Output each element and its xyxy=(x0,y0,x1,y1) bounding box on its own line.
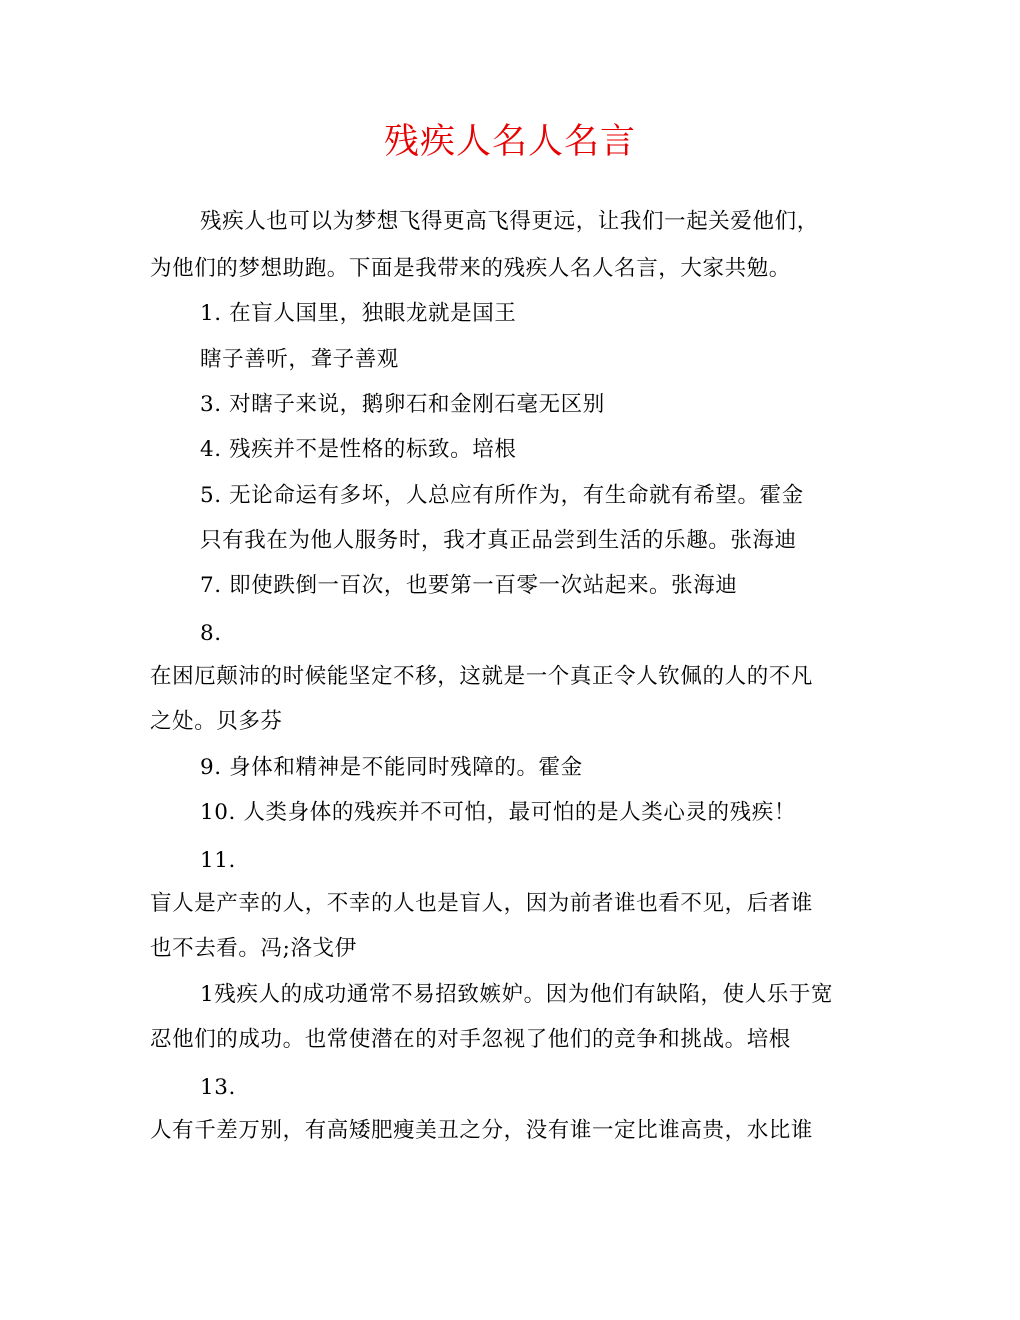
quote-line: 只有我在为他人服务时，我才真正品尝到生活的乐趣。张海迪 xyxy=(200,528,797,553)
intro-line: 残疾人也可以为梦想飞得更高飞得更远，让我们一起关爱他们， xyxy=(200,209,819,234)
quote-line: 4. 残疾并不是性格的标致。培根 xyxy=(200,437,517,462)
quote-line: 瞎子善听，聋子善观 xyxy=(200,347,399,372)
quote-line: 在困厄颠沛的时候能坚定不移，这就是一个真正令人钦佩的人的不凡 xyxy=(150,664,814,689)
quote-line: 9. 身体和精神是不能同时残障的。霍金 xyxy=(200,755,583,780)
quote-line: 1残疾人的成功通常不易招致嫉妒。因为他们有缺陷，使人乐于宽 xyxy=(200,982,834,1007)
quote-line: 人有千差万别，有高矮肥瘦美丑之分，没有谁一定比谁高贵，水比谁 xyxy=(150,1118,814,1143)
quote-line: 5. 无论命运有多坏，人总应有所作为，有生命就有希望。霍金 xyxy=(200,483,804,508)
quote-line: 之处。贝多芬 xyxy=(150,709,283,734)
quote-line: 1. 在盲人国里，独眼龙就是国王 xyxy=(200,301,517,326)
quote-number: 8. xyxy=(200,621,222,646)
quote-number: 13. xyxy=(200,1075,236,1100)
quote-line: 7. 即使跌倒一百次，也要第一百零一次站起来。张海迪 xyxy=(200,573,738,598)
quote-line: 10. 人类身体的残疾并不可怕，最可怕的是人类心灵的残疾！ xyxy=(200,800,796,825)
quote-number: 11. xyxy=(200,848,236,873)
page-title: 残疾人名人名言 xyxy=(383,122,636,162)
quote-line: 盲人是产幸的人，不幸的人也是盲人，因为前者谁也看不见，后者谁 xyxy=(150,891,814,916)
quote-line: 忍他们的成功。也常使潜在的对手忽视了他们的竞争和挑战。培根 xyxy=(150,1027,791,1052)
intro-line: 为他们的梦想助跑。下面是我带来的残疾人名人名言，大家共勉。 xyxy=(150,256,791,281)
quote-line: 3. 对瞎子来说，鹅卵石和金刚石毫无区别 xyxy=(200,392,605,417)
quote-line: 也不去看。冯;洛戈伊 xyxy=(150,936,357,961)
